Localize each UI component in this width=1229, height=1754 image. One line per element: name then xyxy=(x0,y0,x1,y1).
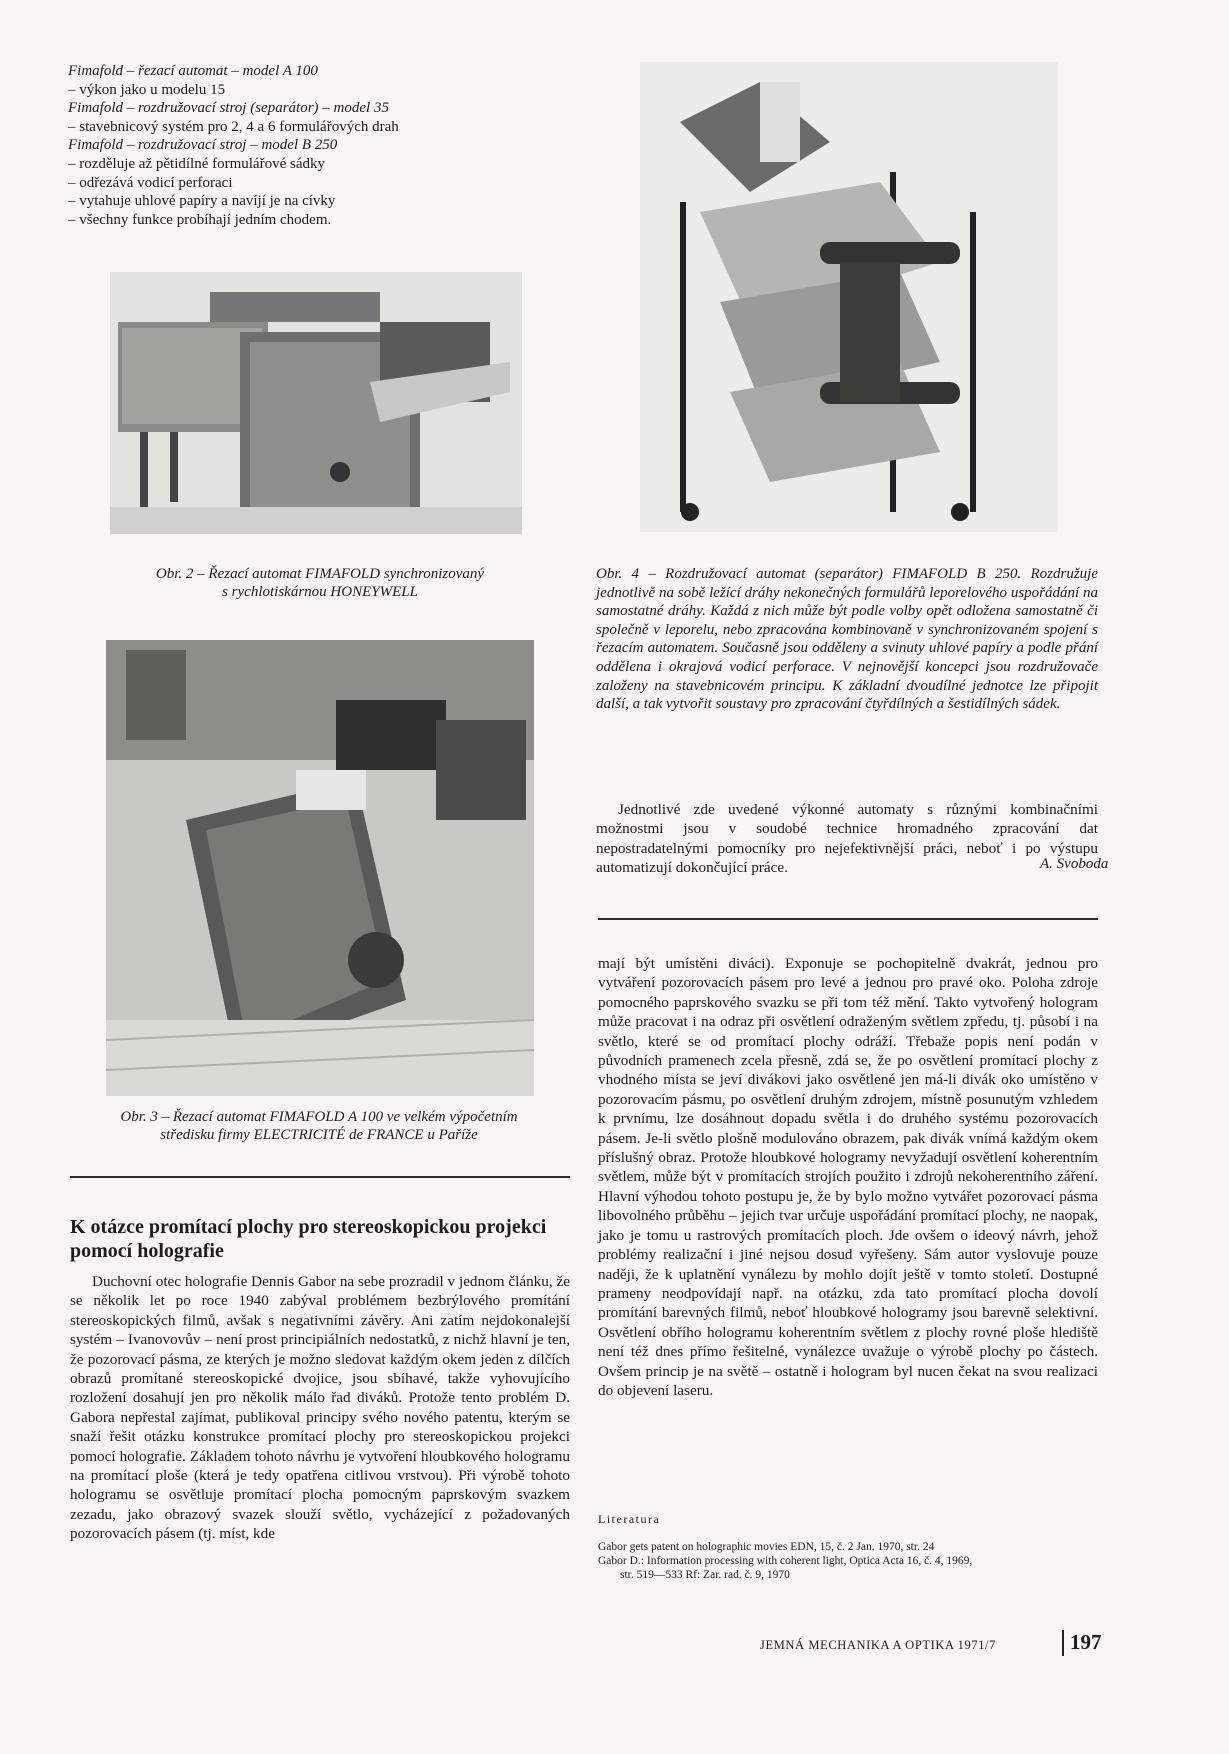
model-list xyxy=(68,62,538,229)
literature-heading: Literatura xyxy=(598,1512,661,1526)
fig2-caption xyxy=(100,565,540,601)
fig4-caption: Obr. 4 – Rozdružovací automat (separátor) FIMAFOLD B 250. Rozdružuje jednotlivě na sobě ležící dráhy nekonečných formulářů leporelového uspořádání na samostatné dráhy. Každá z nich může být podle volby opět odložena samostatně či společně v leporelu, nebo zpracována kombinovaně v synchronizovaném spojení s řezacím automatem. Současně jsou odděleny a svinuty uhlové papíry a podle přání oddělena i okrajová vodicí perforace. V nejnovější koncepci jsou rozdružovače založeny na stavebnicovém principu. K základní dvoudílné jednotce lze připojit další, a tak vytvořit soustavy pro zpracování čtyřdílných a šestidílných sádek. xyxy=(596,566,1098,713)
closing-paragraph: Jednotlivé zde uvedené výkonné automaty s různými kombinačními možnostmi jsou v soudobé technice hromadného zpracování dat nepostradatelnými pomocníky pro nejefektivnější práci, neboť i po výstupu automatizují dokončující práce. xyxy=(596,801,1098,877)
model-line: – rozděluje až pětidílné formulářové sádky xyxy=(68,155,325,172)
caption-line: Obr. 2 – Řezací automat FIMAFOLD synchronizovaný xyxy=(155,566,485,582)
fig3-caption xyxy=(70,1108,568,1144)
fig3-photo xyxy=(106,640,534,1096)
caption-line: Obr. 3 – Řezací automat FIMAFOLD A 100 ve velkém výpočetním xyxy=(120,1109,518,1125)
author-signature: A. Svoboda xyxy=(1040,856,1109,872)
journal-footer: JEMNÁ MECHANIKA A OPTIKA 1971/7 xyxy=(760,1638,996,1652)
reference-item: Gabor gets patent on holographic movies EDN, 15, č. 2 Jan. 1970, str. 24 xyxy=(598,1541,935,1553)
model-line: Fimafold – řezací automat – model A 100 xyxy=(68,63,318,79)
page-number: 197 xyxy=(1070,1630,1102,1654)
caption-line: středisku firmy ELECTRICITÉ de FRANCE u Paříže xyxy=(160,1127,478,1143)
section-divider xyxy=(598,918,1098,920)
reference-list xyxy=(598,1540,1098,1582)
reference-item: Gabor D.: Information processing with coherent light, Optica Acta 16, č. 4, 1969, xyxy=(598,1555,973,1567)
fig2-photo xyxy=(110,272,522,534)
reference-item: str. 519—533 Rf: Zar. rad. č. 9, 1970 xyxy=(620,1569,790,1581)
caption-line: s rychlotiskárnou HONEYWELL xyxy=(222,584,418,600)
model-line: Fimafold – rozdružovací stroj – model B 250 xyxy=(68,137,338,154)
model-line: – všechny funkce probíhají jedním chodem. xyxy=(68,211,332,228)
article-title: K otázce promítací plochy pro stereoskopickou projekci pomocí holografie xyxy=(70,1216,547,1262)
model-line: – vytahuje uhlové papíry a navíjí je na cívky xyxy=(68,193,336,210)
article-body-left: Duchovní otec holografie Dennis Gabor na sebe prozradil v jednom článku, že se několik let po roce 1940 zabýval problémem bezbrýlového promítání stereoskopických filmů, avšak s negativními závěry. Ani zatím nejdokonalejší systém – Ivanovovův – není prost principiálních nedostatků, z nichž hlavní je ten, že pozorovací pásma, ze kterých je možno sledovat každým okem jeden z dílčích obrazů promítané stereoskopické dvojice, jsou sbíhavé, takže vyhovujícího rozložení dosahují jen pro několik málo řad diváků. Protože tento problém D. Gabora nepřestal zajímat, publikoval principy svého nového patentu, kterým se snaží řešit otázku konstrukce promítací plochy pro stereoskopickou projekci pomocí holografie. Základem tohoto návrhu je vytvoření hloubkového hologramu na promítací ploše (která je tedy opatřena citlivou vrstvou). Při výrobě tohoto hologramu se osvětluje promítací plocha pomocným paprskovým svazkem zezadu, jako obrazový svazek slouží světlo, vycházející z požadovaných pozorovacích pásem (tj. míst, kde xyxy=(70,1273,570,1543)
model-line: – výkon jako u modelu 15 xyxy=(68,81,226,98)
article-body-right: mají být umístěni diváci). Exponuje se pochopitelně dvakrát, jednou pro vytváření pozorovacích pásem pro levé a jednou pro pravé oko. Poloha zdroje pomocného paprskového svazku se při tom též mění. Takto vytvořený hologram může pracovat i na odraz při osvětlení odraženým světlem zpředu, tj. působí i na světlo, které se od promítací plochy odráží. Třebaže popis není podán v původních pramenech zcela přesně, zdá se, že po osvětlení promítací plochy z vhodného místa se jeví divákovi jako osvětlené jen má-li divák oko umístěno v pozorovacím pásmu, po osvětlení druhým zdrojem, místně posunutým vzhledem k prvnímu, lze dosáhnout dopadu světla i do druhého systému pozorovacích pásem. Je-li světlo plošně modulováno obrazem, pak divák vnímá každým okem příslušný obraz. Protože hloubkové hologramy nevyžadují osvětlení koherentním světlem, může být v promítacích strojích použito i zdrojů nekoherentního záření. Hlavní výhodou tohoto postupu je, že by bylo možno vytvářet pozorovací pásma libovolného průběhu – jejich tvar určuje uspořádání promítací plochy, ne naopak, jako je tomu u rastrových promítacích ploch. Jde ovšem o ideový návrh, jehož problémy realizační i jiné nejsou dosud vyřešeny. Sám autor vyslovuje pouze naději, že k uplatnění vynálezu by mohlo dojít ještě v tomto století. Dostupné prameny neodpovídají např. na otázku, zda tato promítací plocha dovolí promítání barevných filmů, neboť hloubkové hologramy jsou barevně selektivní. Osvětlení obřího hologramu koherentním světlem z plochy rovné ploše hlediště není též dnes přímo řešitelné, vynálezce uvažuje o výrobě plochy po částech. Ovšem princip je na světě – ostatně i hologram byl nucen čekat na svou realizaci do objevení laseru. xyxy=(598,955,1098,1399)
footer-divider xyxy=(1062,1630,1064,1656)
section-divider xyxy=(70,1176,570,1178)
model-line: – stavebnicový systém pro 2, 4 a 6 formulářových drah xyxy=(68,118,399,135)
model-line: – odřezává vodicí perforaci xyxy=(68,174,233,191)
fig4-photo xyxy=(640,62,1058,532)
model-line: Fimafold – rozdružovací stroj (separátor) – model 35 xyxy=(68,100,389,117)
